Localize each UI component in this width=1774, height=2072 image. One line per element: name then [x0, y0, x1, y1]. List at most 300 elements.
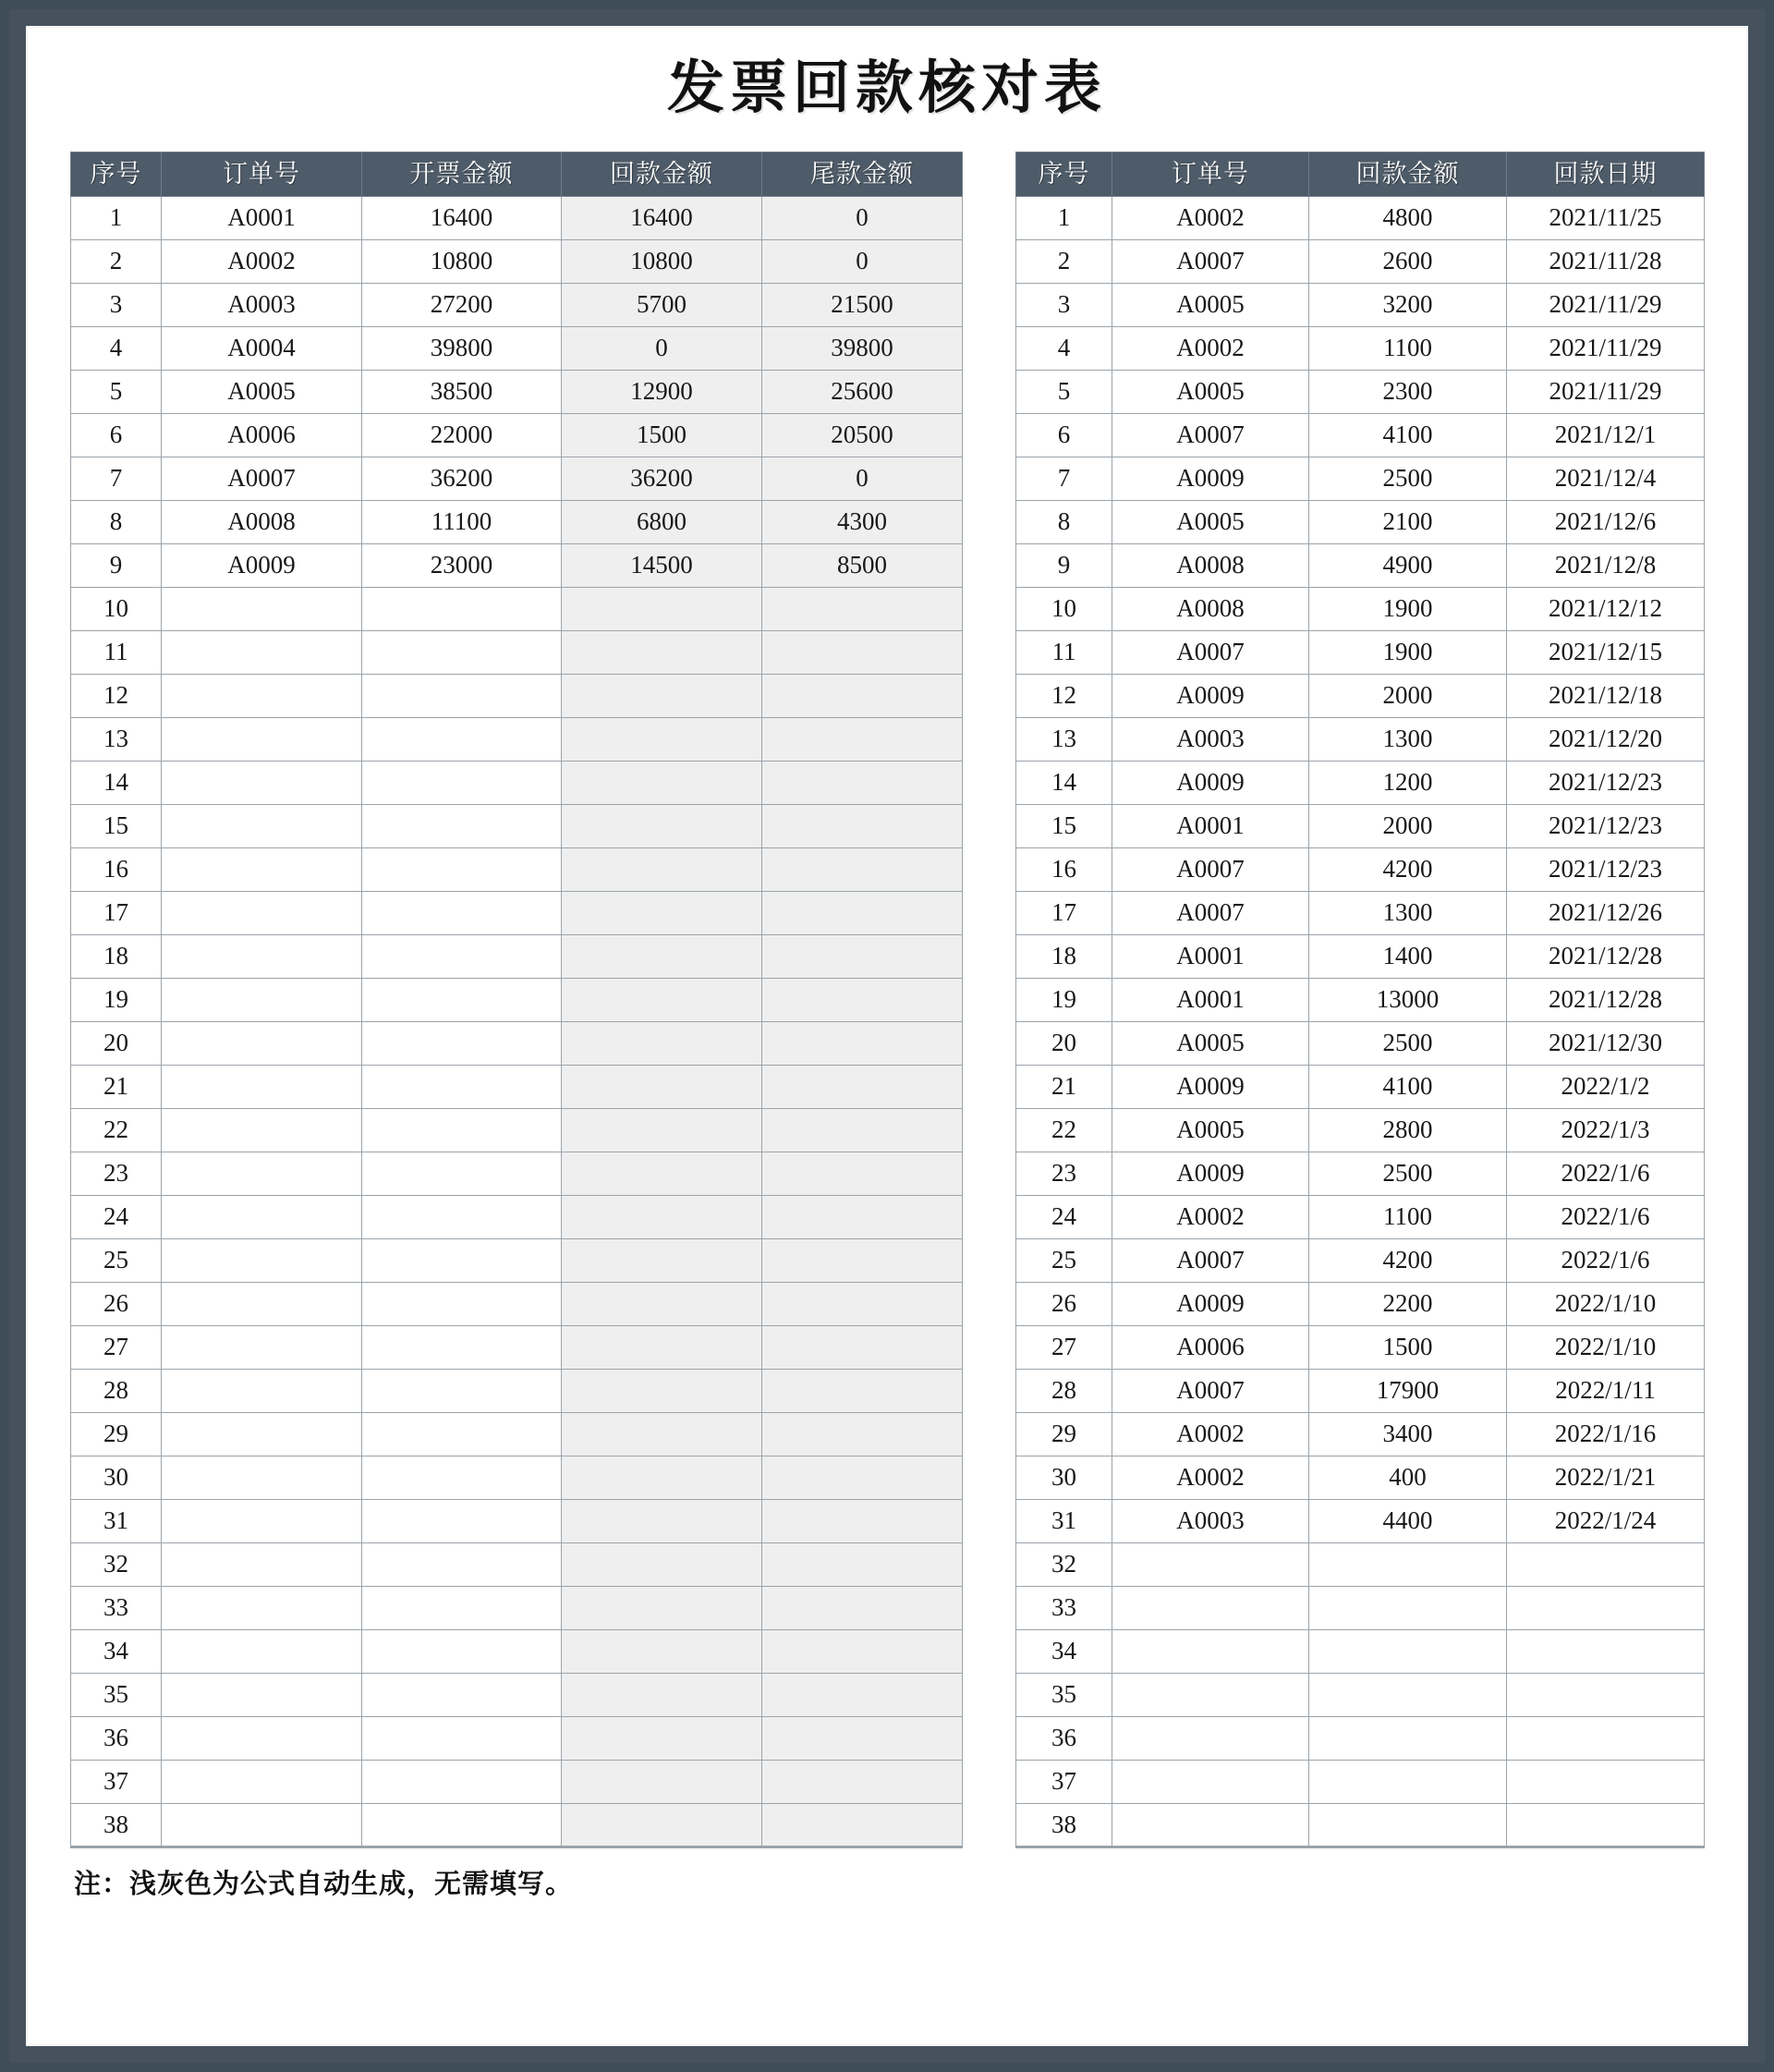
invoice-cell-r10-c1[interactable] [162, 587, 362, 630]
invoice-cell-r14-c0[interactable]: 14 [71, 761, 162, 804]
payment-cell-r11-c3[interactable]: 2021/12/15 [1507, 630, 1705, 674]
invoice-cell-r23-c0[interactable]: 23 [71, 1152, 162, 1195]
payment-cell-r16-c3[interactable]: 2021/12/23 [1507, 847, 1705, 891]
invoice-cell-r14-c1[interactable] [162, 761, 362, 804]
invoice-cell-r28-c2[interactable] [362, 1369, 562, 1412]
invoice-cell-r8-c1[interactable]: A0008 [162, 500, 362, 543]
payment-cell-r15-c3[interactable]: 2021/12/23 [1507, 804, 1705, 847]
invoice-cell-r1-c1[interactable]: A0001 [162, 196, 362, 239]
payment-cell-r11-c2[interactable]: 1900 [1309, 630, 1507, 674]
invoice-cell-r25-c4 [762, 1238, 963, 1282]
payment-cell-r6-c1[interactable]: A0007 [1112, 413, 1309, 457]
payment-cell-r33-c0[interactable]: 33 [1016, 1586, 1112, 1629]
payment-cell-r14-c3[interactable]: 2021/12/23 [1507, 761, 1705, 804]
invoice-cell-r7-c2[interactable]: 36200 [362, 457, 562, 500]
payment-cell-r34-c2[interactable] [1309, 1629, 1507, 1673]
invoice-cell-r32-c0[interactable]: 32 [71, 1542, 162, 1586]
invoice-cell-r24-c2[interactable] [362, 1195, 562, 1238]
invoice-cell-r34-c0[interactable]: 34 [71, 1629, 162, 1673]
invoice-table-body[interactable] [71, 196, 963, 1847]
invoice-cell-r2-c2[interactable]: 10800 [362, 239, 562, 283]
payment-cell-r9-c1[interactable]: A0008 [1112, 543, 1309, 587]
payment-cell-r27-c1[interactable]: A0006 [1112, 1325, 1309, 1369]
invoice-cell-r11-c0[interactable]: 11 [71, 630, 162, 674]
payment-cell-r14-c1[interactable]: A0009 [1112, 761, 1309, 804]
payment-cell-r36-c3[interactable] [1507, 1716, 1705, 1760]
payment-cell-r28-c0[interactable]: 28 [1016, 1369, 1112, 1412]
payment-cell-r29-c1[interactable]: A0002 [1112, 1412, 1309, 1456]
payment-cell-r28-c3[interactable]: 2022/1/11 [1507, 1369, 1705, 1412]
payment-cell-r10-c0[interactable]: 10 [1016, 587, 1112, 630]
payment-cell-r2-c1[interactable]: A0007 [1112, 239, 1309, 283]
payment-cell-r3-c1[interactable]: A0005 [1112, 283, 1309, 326]
invoice-cell-r24-c1[interactable] [162, 1195, 362, 1238]
payment-cell-r33-c3[interactable] [1507, 1586, 1705, 1629]
payment-cell-r23-c2[interactable]: 2500 [1309, 1152, 1507, 1195]
payment-cell-r28-c2[interactable]: 17900 [1309, 1369, 1507, 1412]
payment-cell-r15-c0[interactable]: 15 [1016, 804, 1112, 847]
invoice-cell-r32-c1[interactable] [162, 1542, 362, 1586]
invoice-cell-r36-c0[interactable]: 36 [71, 1716, 162, 1760]
payment-cell-r25-c0[interactable]: 25 [1016, 1238, 1112, 1282]
payment-cell-r2-c0[interactable]: 2 [1016, 239, 1112, 283]
payment-cell-r28-c1[interactable]: A0007 [1112, 1369, 1309, 1412]
payment-cell-r8-c2[interactable]: 2100 [1309, 500, 1507, 543]
payment-cell-r36-c2[interactable] [1309, 1716, 1507, 1760]
table-row [1016, 1542, 1705, 1586]
invoice-cell-r26-c3 [562, 1282, 762, 1325]
invoice-col-header-0[interactable]: 序号 [71, 152, 162, 196]
invoice-cell-r22-c2[interactable] [362, 1108, 562, 1152]
payment-cell-r17-c1[interactable]: A0007 [1112, 891, 1309, 934]
invoice-cell-r16-c1[interactable] [162, 847, 362, 891]
payment-cell-r4-c3[interactable]: 2021/11/29 [1507, 326, 1705, 370]
invoice-cell-r32-c2[interactable] [362, 1542, 562, 1586]
invoice-cell-r21-c2[interactable] [362, 1065, 562, 1108]
invoice-cell-r25-c0[interactable]: 25 [71, 1238, 162, 1282]
table-row [71, 804, 963, 847]
invoice-cell-r26-c0[interactable]: 26 [71, 1282, 162, 1325]
payment-cell-r35-c1[interactable] [1112, 1673, 1309, 1716]
payment-cell-r8-c3[interactable]: 2021/12/6 [1507, 500, 1705, 543]
payment-cell-r35-c3[interactable] [1507, 1673, 1705, 1716]
payment-cell-r15-c2[interactable]: 2000 [1309, 804, 1507, 847]
payment-cell-r22-c3[interactable]: 2022/1/3 [1507, 1108, 1705, 1152]
invoice-cell-r21-c0[interactable]: 21 [71, 1065, 162, 1108]
payment-cell-r32-c0[interactable]: 32 [1016, 1542, 1112, 1586]
invoice-cell-r1-c2[interactable]: 16400 [362, 196, 562, 239]
payment-cell-r12-c2[interactable]: 2000 [1309, 674, 1507, 717]
payment-cell-r5-c2[interactable]: 2300 [1309, 370, 1507, 413]
payment-cell-r23-c0[interactable]: 23 [1016, 1152, 1112, 1195]
payment-cell-r22-c0[interactable]: 22 [1016, 1108, 1112, 1152]
invoice-col-header-3[interactable]: 回款金额 [562, 152, 762, 196]
invoice-cell-r18-c2[interactable] [362, 934, 562, 978]
payment-cell-r7-c2[interactable]: 2500 [1309, 457, 1507, 500]
invoice-cell-r15-c0[interactable]: 15 [71, 804, 162, 847]
payment-cell-r32-c3[interactable] [1507, 1542, 1705, 1586]
table-row [71, 1542, 963, 1586]
payment-cell-r30-c0[interactable]: 30 [1016, 1456, 1112, 1499]
invoice-cell-r17-c2[interactable] [362, 891, 562, 934]
payment-cell-r5-c3[interactable]: 2021/11/29 [1507, 370, 1705, 413]
invoice-col-header-2[interactable]: 开票金额 [362, 152, 562, 196]
payment-cell-r19-c1[interactable]: A0001 [1112, 978, 1309, 1021]
payment-cell-r37-c1[interactable] [1112, 1760, 1309, 1803]
payment-cell-r3-c0[interactable]: 3 [1016, 283, 1112, 326]
invoice-cell-r21-c1[interactable] [162, 1065, 362, 1108]
table-row [71, 1195, 963, 1238]
payment-cell-r31-c2[interactable]: 4400 [1309, 1499, 1507, 1542]
invoice-cell-r5-c1[interactable]: A0005 [162, 370, 362, 413]
invoice-cell-r34-c2[interactable] [362, 1629, 562, 1673]
invoice-cell-r23-c2[interactable] [362, 1152, 562, 1195]
invoice-cell-r33-c0[interactable]: 33 [71, 1586, 162, 1629]
invoice-cell-r4-c3: 0 [562, 326, 762, 370]
payment-cell-r21-c1[interactable]: A0009 [1112, 1065, 1309, 1108]
invoice-cell-r7-c0[interactable]: 7 [71, 457, 162, 500]
payment-cell-r37-c0[interactable]: 37 [1016, 1760, 1112, 1803]
payment-cell-r32-c1[interactable] [1112, 1542, 1309, 1586]
payment-table-body[interactable] [1016, 196, 1705, 1847]
invoice-cell-r10-c0[interactable]: 10 [71, 587, 162, 630]
payment-cell-r38-c0[interactable]: 38 [1016, 1803, 1112, 1847]
payment-cell-r12-c1[interactable]: A0009 [1112, 674, 1309, 717]
invoice-cell-r29-c0[interactable]: 29 [71, 1412, 162, 1456]
invoice-cell-r2-c0[interactable]: 2 [71, 239, 162, 283]
payment-cell-r38-c1[interactable] [1112, 1803, 1309, 1847]
invoice-cell-r6-c1[interactable]: A0006 [162, 413, 362, 457]
invoice-cell-r29-c1[interactable] [162, 1412, 362, 1456]
table-row [1016, 1325, 1705, 1369]
payment-cell-r17-c2[interactable]: 1300 [1309, 891, 1507, 934]
payment-cell-r20-c3[interactable]: 2021/12/30 [1507, 1021, 1705, 1065]
table-row [71, 1021, 963, 1065]
table-row [71, 717, 963, 761]
payment-cell-r2-c2[interactable]: 2600 [1309, 239, 1507, 283]
payment-cell-r6-c2[interactable]: 4100 [1309, 413, 1507, 457]
invoice-cell-r22-c0[interactable]: 22 [71, 1108, 162, 1152]
payment-col-header-3[interactable]: 回款日期 [1507, 152, 1705, 196]
payment-col-header-0[interactable]: 序号 [1016, 152, 1112, 196]
payment-cell-r16-c0[interactable]: 16 [1016, 847, 1112, 891]
invoice-cell-r11-c2[interactable] [362, 630, 562, 674]
payment-cell-r4-c0[interactable]: 4 [1016, 326, 1112, 370]
payment-cell-r31-c3[interactable]: 2022/1/24 [1507, 1499, 1705, 1542]
payment-cell-r25-c3[interactable]: 2022/1/6 [1507, 1238, 1705, 1282]
payment-cell-r16-c2[interactable]: 4200 [1309, 847, 1507, 891]
invoice-cell-r38-c0[interactable]: 38 [71, 1803, 162, 1847]
invoice-cell-r12-c1[interactable] [162, 674, 362, 717]
payment-cell-r9-c3[interactable]: 2021/12/8 [1507, 543, 1705, 587]
invoice-cell-r16-c2[interactable] [362, 847, 562, 891]
invoice-cell-r33-c2[interactable] [362, 1586, 562, 1629]
table-row [71, 1282, 963, 1325]
invoice-cell-r23-c1[interactable] [162, 1152, 362, 1195]
invoice-cell-r37-c1[interactable] [162, 1760, 362, 1803]
payment-cell-r24-c0[interactable]: 24 [1016, 1195, 1112, 1238]
payment-cell-r11-c0[interactable]: 11 [1016, 630, 1112, 674]
payment-cell-r18-c0[interactable]: 18 [1016, 934, 1112, 978]
payment-cell-r26-c2[interactable]: 2200 [1309, 1282, 1507, 1325]
payment-cell-r9-c2[interactable]: 4900 [1309, 543, 1507, 587]
payment-cell-r12-c3[interactable]: 2021/12/18 [1507, 674, 1705, 717]
payment-cell-r10-c1[interactable]: A0008 [1112, 587, 1309, 630]
invoice-cell-r24-c0[interactable]: 24 [71, 1195, 162, 1238]
payment-cell-r23-c1[interactable]: A0009 [1112, 1152, 1309, 1195]
payment-cell-r35-c0[interactable]: 35 [1016, 1673, 1112, 1716]
invoice-cell-r33-c1[interactable] [162, 1586, 362, 1629]
payment-cell-r6-c3[interactable]: 2021/12/1 [1507, 413, 1705, 457]
payment-cell-r18-c1[interactable]: A0001 [1112, 934, 1309, 978]
invoice-cell-r35-c1[interactable] [162, 1673, 362, 1716]
payment-cell-r1-c0[interactable]: 1 [1016, 196, 1112, 239]
payment-cell-r18-c2[interactable]: 1400 [1309, 934, 1507, 978]
invoice-cell-r2-c1[interactable]: A0002 [162, 239, 362, 283]
payment-cell-r19-c3[interactable]: 2021/12/28 [1507, 978, 1705, 1021]
invoice-cell-r1-c0[interactable]: 1 [71, 196, 162, 239]
invoice-cell-r25-c2[interactable] [362, 1238, 562, 1282]
invoice-cell-r35-c2[interactable] [362, 1673, 562, 1716]
payment-cell-r1-c1[interactable]: A0002 [1112, 196, 1309, 239]
invoice-cell-r26-c1[interactable] [162, 1282, 362, 1325]
payment-cell-r24-c3[interactable]: 2022/1/6 [1507, 1195, 1705, 1238]
invoice-cell-r31-c1[interactable] [162, 1499, 362, 1542]
invoice-cell-r26-c2[interactable] [362, 1282, 562, 1325]
invoice-cell-r19-c1[interactable] [162, 978, 362, 1021]
payment-cell-r26-c1[interactable]: A0009 [1112, 1282, 1309, 1325]
invoice-cell-r17-c1[interactable] [162, 891, 362, 934]
invoice-cell-r14-c2[interactable] [362, 761, 562, 804]
invoice-cell-r18-c0[interactable]: 18 [71, 934, 162, 978]
payment-cell-r36-c1[interactable] [1112, 1716, 1309, 1760]
invoice-cell-r28-c1[interactable] [162, 1369, 362, 1412]
payment-cell-r12-c0[interactable]: 12 [1016, 674, 1112, 717]
payment-cell-r34-c1[interactable] [1112, 1629, 1309, 1673]
payment-cell-r33-c1[interactable] [1112, 1586, 1309, 1629]
invoice-table-head [71, 152, 963, 196]
invoice-cell-r8-c2[interactable]: 11100 [362, 500, 562, 543]
invoice-col-header-1[interactable]: 订单号 [162, 152, 362, 196]
payment-cell-r14-c0[interactable]: 14 [1016, 761, 1112, 804]
payment-cell-r22-c2[interactable]: 2800 [1309, 1108, 1507, 1152]
invoice-cell-r10-c2[interactable] [362, 587, 562, 630]
payment-detail-table[interactable] [1015, 152, 1705, 1848]
payment-cell-r7-c3[interactable]: 2021/12/4 [1507, 457, 1705, 500]
payment-cell-r35-c2[interactable] [1309, 1673, 1507, 1716]
invoice-cell-r19-c0[interactable]: 19 [71, 978, 162, 1021]
payment-cell-r6-c0[interactable]: 6 [1016, 413, 1112, 457]
payment-cell-r19-c0[interactable]: 19 [1016, 978, 1112, 1021]
payment-cell-r31-c0[interactable]: 31 [1016, 1499, 1112, 1542]
payment-cell-r32-c2[interactable] [1309, 1542, 1507, 1586]
invoice-cell-r31-c2[interactable] [362, 1499, 562, 1542]
invoice-cell-r30-c0[interactable]: 30 [71, 1456, 162, 1499]
invoice-cell-r11-c1[interactable] [162, 630, 362, 674]
invoice-cell-r37-c2[interactable] [362, 1760, 562, 1803]
payment-cell-r27-c3[interactable]: 2022/1/10 [1507, 1325, 1705, 1369]
invoice-cell-r20-c1[interactable] [162, 1021, 362, 1065]
invoice-cell-r14-c3 [562, 761, 762, 804]
invoice-cell-r8-c4: 4300 [762, 500, 963, 543]
invoice-cell-r36-c1[interactable] [162, 1716, 362, 1760]
payment-cell-r33-c2[interactable] [1309, 1586, 1507, 1629]
payment-cell-r11-c1[interactable]: A0007 [1112, 630, 1309, 674]
invoice-cell-r5-c0[interactable]: 5 [71, 370, 162, 413]
invoice-cell-r38-c2[interactable] [362, 1803, 562, 1847]
invoice-cell-r4-c0[interactable]: 4 [71, 326, 162, 370]
invoice-cell-r5-c2[interactable]: 38500 [362, 370, 562, 413]
payment-cell-r30-c1[interactable]: A0002 [1112, 1456, 1309, 1499]
invoice-cell-r27-c0[interactable]: 27 [71, 1325, 162, 1369]
payment-col-header-1[interactable]: 订单号 [1112, 152, 1309, 196]
invoice-reconciliation-table[interactable] [70, 152, 963, 1848]
payment-cell-r4-c1[interactable]: A0002 [1112, 326, 1309, 370]
payment-cell-r27-c0[interactable]: 27 [1016, 1325, 1112, 1369]
payment-cell-r17-c0[interactable]: 17 [1016, 891, 1112, 934]
invoice-cell-r9-c2[interactable]: 23000 [362, 543, 562, 587]
invoice-cell-r22-c1[interactable] [162, 1108, 362, 1152]
invoice-cell-r29-c2[interactable] [362, 1412, 562, 1456]
invoice-cell-r20-c0[interactable]: 20 [71, 1021, 162, 1065]
payment-cell-r13-c2[interactable]: 1300 [1309, 717, 1507, 761]
payment-cell-r37-c3[interactable] [1507, 1760, 1705, 1803]
invoice-cell-r27-c2[interactable] [362, 1325, 562, 1369]
payment-cell-r2-c3[interactable]: 2021/11/28 [1507, 239, 1705, 283]
payment-cell-r16-c1[interactable]: A0007 [1112, 847, 1309, 891]
invoice-cell-r3-c0[interactable]: 3 [71, 283, 162, 326]
payment-cell-r5-c1[interactable]: A0005 [1112, 370, 1309, 413]
invoice-cell-r13-c1[interactable] [162, 717, 362, 761]
invoice-cell-r36-c2[interactable] [362, 1716, 562, 1760]
payment-cell-r13-c3[interactable]: 2021/12/20 [1507, 717, 1705, 761]
payment-cell-r3-c3[interactable]: 2021/11/29 [1507, 283, 1705, 326]
payment-cell-r29-c3[interactable]: 2022/1/16 [1507, 1412, 1705, 1456]
payment-cell-r29-c0[interactable]: 29 [1016, 1412, 1112, 1456]
invoice-cell-r3-c2[interactable]: 27200 [362, 283, 562, 326]
invoice-cell-r37-c0[interactable]: 37 [71, 1760, 162, 1803]
payment-cell-r20-c2[interactable]: 2500 [1309, 1021, 1507, 1065]
invoice-cell-r4-c1[interactable]: A0004 [162, 326, 362, 370]
invoice-cell-r27-c1[interactable] [162, 1325, 362, 1369]
payment-cell-r8-c0[interactable]: 8 [1016, 500, 1112, 543]
invoice-cell-r34-c1[interactable] [162, 1629, 362, 1673]
payment-cell-r8-c1[interactable]: A0005 [1112, 500, 1309, 543]
invoice-cell-r15-c1[interactable] [162, 804, 362, 847]
invoice-cell-r18-c1[interactable] [162, 934, 362, 978]
payment-cell-r15-c1[interactable]: A0001 [1112, 804, 1309, 847]
invoice-cell-r9-c0[interactable]: 9 [71, 543, 162, 587]
invoice-cell-r28-c0[interactable]: 28 [71, 1369, 162, 1412]
payment-cell-r21-c3[interactable]: 2022/1/2 [1507, 1065, 1705, 1108]
invoice-cell-r7-c1[interactable]: A0007 [162, 457, 362, 500]
invoice-cell-r31-c0[interactable]: 31 [71, 1499, 162, 1542]
payment-cell-r37-c2[interactable] [1309, 1760, 1507, 1803]
payment-cell-r36-c0[interactable]: 36 [1016, 1716, 1112, 1760]
invoice-cell-r19-c2[interactable] [362, 978, 562, 1021]
invoice-cell-r38-c1[interactable] [162, 1803, 362, 1847]
payment-cell-r29-c2[interactable]: 3400 [1309, 1412, 1507, 1456]
payment-cell-r20-c1[interactable]: A0005 [1112, 1021, 1309, 1065]
payment-cell-r38-c2[interactable] [1309, 1803, 1507, 1847]
invoice-col-header-4[interactable]: 尾款金额 [762, 152, 963, 196]
invoice-cell-r36-c3 [562, 1716, 762, 1760]
invoice-cell-r4-c2[interactable]: 39800 [362, 326, 562, 370]
payment-cell-r19-c2[interactable]: 13000 [1309, 978, 1507, 1021]
payment-cell-r3-c2[interactable]: 3200 [1309, 283, 1507, 326]
invoice-cell-r3-c1[interactable]: A0003 [162, 283, 362, 326]
payment-cell-r7-c1[interactable]: A0009 [1112, 457, 1309, 500]
payment-cell-r14-c2[interactable]: 1200 [1309, 761, 1507, 804]
invoice-cell-r20-c4 [762, 1021, 963, 1065]
invoice-cell-r17-c0[interactable]: 17 [71, 891, 162, 934]
payment-cell-r25-c1[interactable]: A0007 [1112, 1238, 1309, 1282]
table-row [1016, 500, 1705, 543]
invoice-cell-r8-c0[interactable]: 8 [71, 500, 162, 543]
payment-col-header-2[interactable]: 回款金额 [1309, 152, 1507, 196]
payment-cell-r30-c3[interactable]: 2022/1/21 [1507, 1456, 1705, 1499]
payment-cell-r26-c3[interactable]: 2022/1/10 [1507, 1282, 1705, 1325]
payment-cell-r27-c2[interactable]: 1500 [1309, 1325, 1507, 1369]
invoice-cell-r20-c2[interactable] [362, 1021, 562, 1065]
payment-cell-r21-c0[interactable]: 21 [1016, 1065, 1112, 1108]
invoice-cell-r12-c2[interactable] [362, 674, 562, 717]
payment-cell-r1-c3[interactable]: 2021/11/25 [1507, 196, 1705, 239]
invoice-cell-r18-c3 [562, 934, 762, 978]
payment-cell-r38-c3[interactable] [1507, 1803, 1705, 1847]
payment-cell-r13-c1[interactable]: A0003 [1112, 717, 1309, 761]
invoice-cell-r19-c3 [562, 978, 762, 1021]
payment-cell-r4-c2[interactable]: 1100 [1309, 326, 1507, 370]
invoice-cell-r13-c2[interactable] [362, 717, 562, 761]
invoice-cell-r6-c2[interactable]: 22000 [362, 413, 562, 457]
invoice-cell-r12-c0[interactable]: 12 [71, 674, 162, 717]
payment-cell-r34-c3[interactable] [1507, 1629, 1705, 1673]
payment-cell-r9-c0[interactable]: 9 [1016, 543, 1112, 587]
payment-cell-r10-c3[interactable]: 2021/12/12 [1507, 587, 1705, 630]
invoice-cell-r7-c3: 36200 [562, 457, 762, 500]
invoice-cell-r25-c1[interactable] [162, 1238, 362, 1282]
payment-cell-r34-c0[interactable]: 34 [1016, 1629, 1112, 1673]
invoice-cell-r13-c0[interactable]: 13 [71, 717, 162, 761]
payment-cell-r20-c0[interactable]: 20 [1016, 1021, 1112, 1065]
payment-cell-r30-c2[interactable]: 400 [1309, 1456, 1507, 1499]
payment-cell-r5-c0[interactable]: 5 [1016, 370, 1112, 413]
payment-cell-r10-c2[interactable]: 1900 [1309, 587, 1507, 630]
payment-cell-r24-c1[interactable]: A0002 [1112, 1195, 1309, 1238]
payment-cell-r17-c3[interactable]: 2021/12/26 [1507, 891, 1705, 934]
invoice-cell-r35-c0[interactable]: 35 [71, 1673, 162, 1716]
invoice-cell-r6-c0[interactable]: 6 [71, 413, 162, 457]
payment-cell-r23-c3[interactable]: 2022/1/6 [1507, 1152, 1705, 1195]
payment-cell-r7-c0[interactable]: 7 [1016, 457, 1112, 500]
payment-cell-r31-c1[interactable]: A0003 [1112, 1499, 1309, 1542]
invoice-cell-r30-c1[interactable] [162, 1456, 362, 1499]
invoice-cell-r16-c0[interactable]: 16 [71, 847, 162, 891]
payment-cell-r25-c2[interactable]: 4200 [1309, 1238, 1507, 1282]
payment-cell-r21-c2[interactable]: 4100 [1309, 1065, 1507, 1108]
payment-cell-r1-c2[interactable]: 4800 [1309, 196, 1507, 239]
payment-cell-r13-c0[interactable]: 13 [1016, 717, 1112, 761]
invoice-cell-r9-c1[interactable]: A0009 [162, 543, 362, 587]
payment-cell-r24-c2[interactable]: 1100 [1309, 1195, 1507, 1238]
invoice-cell-r15-c2[interactable] [362, 804, 562, 847]
invoice-cell-r5-c4: 25600 [762, 370, 963, 413]
payment-cell-r22-c1[interactable]: A0005 [1112, 1108, 1309, 1152]
payment-cell-r26-c0[interactable]: 26 [1016, 1282, 1112, 1325]
invoice-cell-r30-c2[interactable] [362, 1456, 562, 1499]
payment-cell-r18-c3[interactable]: 2021/12/28 [1507, 934, 1705, 978]
